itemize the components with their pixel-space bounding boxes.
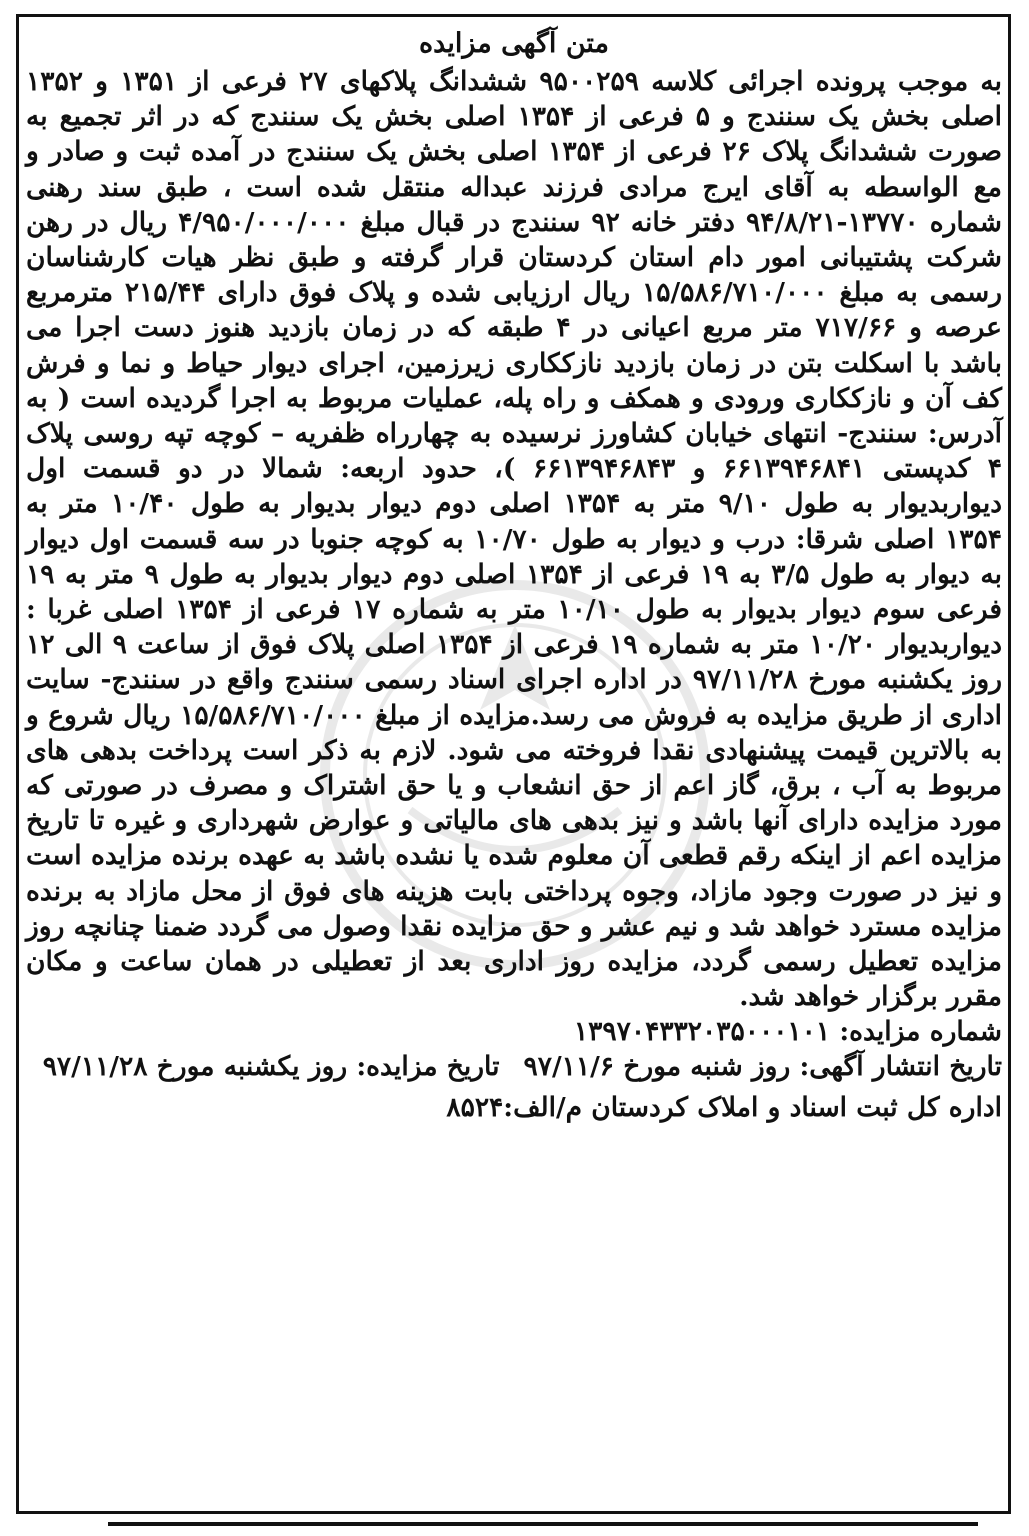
bottom-rule xyxy=(108,1522,978,1526)
notice-content xyxy=(26,26,1002,1128)
auction-number: شماره مزایده: ۱۳۹۷۰۴۳۳۲۰۳۵۰۰۰۱۰۱ xyxy=(573,1016,1002,1048)
auction-date: تاریخ مزایده: روز یکشنبه مورخ ۹۷/۱۱/۲۸ xyxy=(42,1051,500,1083)
dates-line xyxy=(26,1049,1002,1084)
notice-title: متن آگهی مزایده xyxy=(419,28,609,59)
notice-body: به موجب پرونده اجرائی کلاسه ۹۵۰۰۲۵۹ ششدانگ پلاکهای ۲۷ فرعی از ۱۳۵۱ و ۱۳۵۲ اصلی بخش یک سنندج و ۵ فرعی از ۱۳۵۴ اصلی بخش یک سنندج که در اثر تجمیع به صورت ششدانگ پلاک ۲۶ فرعی از ۱۳۵۴ اصلی بخش یک سنندج در آمده ثبت و صادر و مع الواسطه به آقای ایرج مرادی فرزند عبداله منتقل شده است ، طبق سند رهنی شماره ۱۳۷۷۰-۹۴/۸/۲۱ دفتر خانه ۹۲ سنندج در قبال مبلغ ۴/۹۵۰/۰۰۰/۰۰۰ ریال در رهن شرکت پشتیبانی امور دام استان کردستان قرار گرفته و طبق نظر هیات کارشناسان رسمی به مبلغ ۱۵/۵۸۶/۷۱۰/۰۰۰ ریال ارزیابی شده و پلاک فوق دارای ۲۱۵/۴۴ مترمربع عرصه و ۷۱۷/۶۶ متر مربع اعیانی در ۴ طبقه که در زمان بازدید هنوز دست اجرا می باشد با اسکلت بتن در زمان بازدید نازککاری زیرزمین، اجرای دیوار حیاط و نما و فرش کف آن و نازککاری ورودی و همکف و راه پله، عملیات مربوط به اجرا گردیده است ( به آدرس: سنندج- انتهای خیابان کشاورز نرسیده به چهارراه ظفریه – کوچه تپه روسی پلاک ۴ کدپستی ۶۶۱۳۹۴۶۸۴۱ و ۶۶۱۳۹۴۶۸۴۳ )، حدود اربعه: شمالا در دو قسمت اول دیواربدیوار به طول ۹/۱۰ متر به ۱۳۵۴ اصلی دوم دیوار بدیوار به طول ۱۰/۴۰ متر به ۱۳۵۴ اصلی شرقا: درب و دیوار به طول ۱۰/۷۰ به کوچه جنوبا در سه قسمت اول دیوار به دیوار به طول ۳/۵ به ۱۹ فرعی از ۱۳۵۴ اصلی دوم دیوار بدیوار به طول ۹ متر به ۱۹ فرعی سوم دیوار بدیوار به طول ۱۰/۱۰ متر به شماره ۱۷ فرعی از ۱۳۵۴ اصلی غربا : دیواربدیوار ۱۰/۲۰ متر به شماره ۱۹ فرعی از ۱۳۵۴ اصلی پلاک فوق از ساعت ۹ الی ۱۲ روز یکشنبه مورخ ۹۷/۱۱/۲۸ در اداره اجرای اسناد رسمی سنندج واقع در سنندج- سایت اداری از طریق مزایده به فروش می رسد.مزایده از مبلغ ۱۵/۵۸۶/۷۱۰/۰۰۰ ریال شروع و به بالاترین قیمت پیشنهادی نقدا فروخته می شود. لازم به ذکر است پرداخت بدهی های مربوط به آب ، برق، گاز اعم از حق انشعاب و یا حق اشتراک و مصرف در صورتی که مورد مزایده دارای آنها باشد و نیز بدهی های مالیاتی و عوارض شهرداری و غیره تا تاریخ مزایده اعم از اینکه رقم قطعی آن معلوم شده یا نشده باشد به عهده برنده مزایده است و نیز در صورت وجود مازاد، وجوه پرداختی بابت هزینه های فوق از محل مازاد به برنده مزایده مسترد خواهد شد و نیم عشر و حق مزایده نقدا وصول می گردد ضمنا چنانچه روز مزایده تعطیل رسمی گردد، مزایده روز اداری بعد از تعطیلی در همان ساعت و مکان مقرر برگزار خواهد شد. xyxy=(26,66,1003,1013)
publish-date: تاریخ انتشار آگهی: روز شنبه مورخ ۹۷/۱۱/۶ xyxy=(523,1051,1002,1083)
issuer-signature: اداره کل ثبت اسناد و املاک کردستان م/الف:۸۵۲۴ xyxy=(446,1092,1002,1124)
